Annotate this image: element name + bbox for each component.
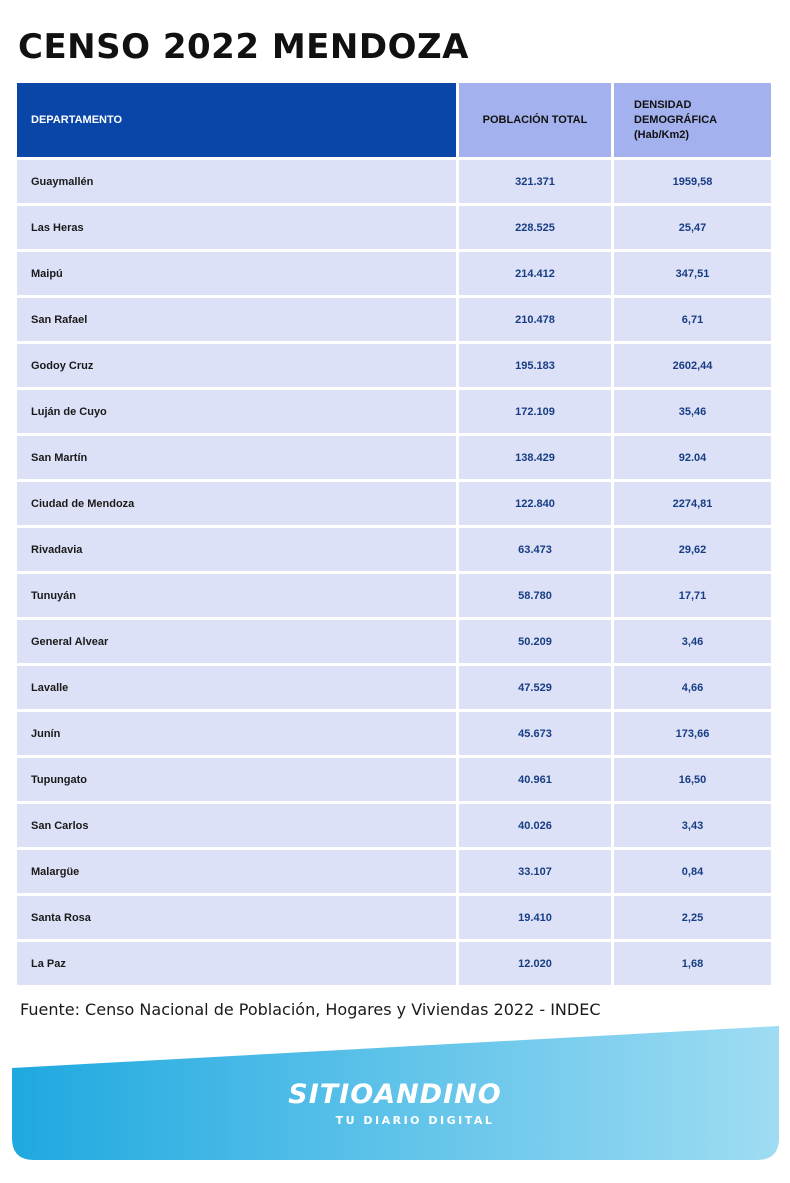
cell-poblacion-total: 138.429 (459, 436, 611, 479)
header-poblacion-total: POBLACIÓN TOTAL (459, 83, 611, 157)
cell-departamento: San Martín (17, 436, 456, 479)
header-densidad (614, 83, 771, 157)
cell-poblacion-total: 47.529 (459, 666, 611, 709)
cell-departamento: Tupungato (17, 758, 456, 801)
source-note: Fuente: Censo Nacional de Población, Hogares y Viviendas 2022 - INDEC (20, 1000, 601, 1019)
table-row (17, 298, 771, 341)
cell-departamento: Tunuyán (17, 574, 456, 617)
cell-densidad: 16,50 (614, 758, 771, 801)
cell-densidad: 1,68 (614, 942, 771, 985)
table-row (17, 942, 771, 985)
cell-densidad: 2602,44 (614, 344, 771, 387)
cell-densidad: 35,46 (614, 390, 771, 433)
table-row (17, 436, 771, 479)
cell-departamento: Rivadavia (17, 528, 456, 571)
table-row (17, 574, 771, 617)
cell-poblacion-total: 19.410 (459, 896, 611, 939)
logo-wordmark: SITIOANDINO (288, 1079, 502, 1110)
cell-densidad: 2,25 (614, 896, 771, 939)
cell-densidad: 6,71 (614, 298, 771, 341)
cell-poblacion-total: 12.020 (459, 942, 611, 985)
cell-densidad: 1959,58 (614, 160, 771, 203)
cell-densidad: 3,46 (614, 620, 771, 663)
table-row (17, 758, 771, 801)
cell-densidad: 92.04 (614, 436, 771, 479)
table-row (17, 528, 771, 571)
cell-departamento: Lavalle (17, 666, 456, 709)
cell-densidad: 25,47 (614, 206, 771, 249)
cell-departamento: San Carlos (17, 804, 456, 847)
cell-poblacion-total: 63.473 (459, 528, 611, 571)
cell-densidad: 17,71 (614, 574, 771, 617)
cell-poblacion-total: 210.478 (459, 298, 611, 341)
cell-departamento: Luján de Cuyo (17, 390, 456, 433)
table-row (17, 482, 771, 525)
header-densidad-line2: DEMOGRÁFICA (634, 113, 718, 126)
table-header (17, 83, 771, 157)
logo-tagline: TU DIARIO DIGITAL (335, 1114, 495, 1127)
cell-departamento: Junín (17, 712, 456, 755)
cell-departamento: General Alvear (17, 620, 456, 663)
cell-densidad: 29,62 (614, 528, 771, 571)
census-table (17, 83, 771, 988)
sitioandino-logo (263, 1080, 527, 1127)
table-row (17, 252, 771, 295)
cell-departamento: Guaymallén (17, 160, 456, 203)
cell-departamento: Ciudad de Mendoza (17, 482, 456, 525)
table-row (17, 804, 771, 847)
cell-poblacion-total: 45.673 (459, 712, 611, 755)
table-row (17, 160, 771, 203)
table-row (17, 896, 771, 939)
table-row (17, 206, 771, 249)
cell-poblacion-total: 172.109 (459, 390, 611, 433)
cell-poblacion-total: 33.107 (459, 850, 611, 893)
table-row (17, 712, 771, 755)
header-densidad-line3: (Hab/Km2) (634, 128, 690, 141)
cell-poblacion-total: 40.026 (459, 804, 611, 847)
header-densidad-line1: DENSIDAD (634, 98, 692, 111)
cell-densidad: 3,43 (614, 804, 771, 847)
cell-departamento: Maipú (17, 252, 456, 295)
cell-densidad: 0,84 (614, 850, 771, 893)
header-departamento: DEPARTAMENTO (17, 83, 456, 157)
cell-departamento: Godoy Cruz (17, 344, 456, 387)
cell-poblacion-total: 321.371 (459, 160, 611, 203)
cell-densidad: 4,66 (614, 666, 771, 709)
cell-densidad: 2274,81 (614, 482, 771, 525)
brand-banner (0, 1024, 790, 1183)
cell-departamento: Santa Rosa (17, 896, 456, 939)
cell-poblacion-total: 195.183 (459, 344, 611, 387)
cell-poblacion-total: 214.412 (459, 252, 611, 295)
table-body (17, 160, 771, 985)
cell-densidad: 347,51 (614, 252, 771, 295)
table-row (17, 666, 771, 709)
cell-departamento: Las Heras (17, 206, 456, 249)
cell-poblacion-total: 50.209 (459, 620, 611, 663)
cell-poblacion-total: 40.961 (459, 758, 611, 801)
table-row (17, 620, 771, 663)
page-title: CENSO 2022 MENDOZA (18, 27, 469, 67)
table-row (17, 850, 771, 893)
table-row (17, 390, 771, 433)
cell-poblacion-total: 122.840 (459, 482, 611, 525)
cell-departamento: Malargüe (17, 850, 456, 893)
cell-poblacion-total: 58.780 (459, 574, 611, 617)
cell-departamento: San Rafael (17, 298, 456, 341)
cell-poblacion-total: 228.525 (459, 206, 611, 249)
cell-departamento: La Paz (17, 942, 456, 985)
cell-densidad: 173,66 (614, 712, 771, 755)
table-row (17, 344, 771, 387)
